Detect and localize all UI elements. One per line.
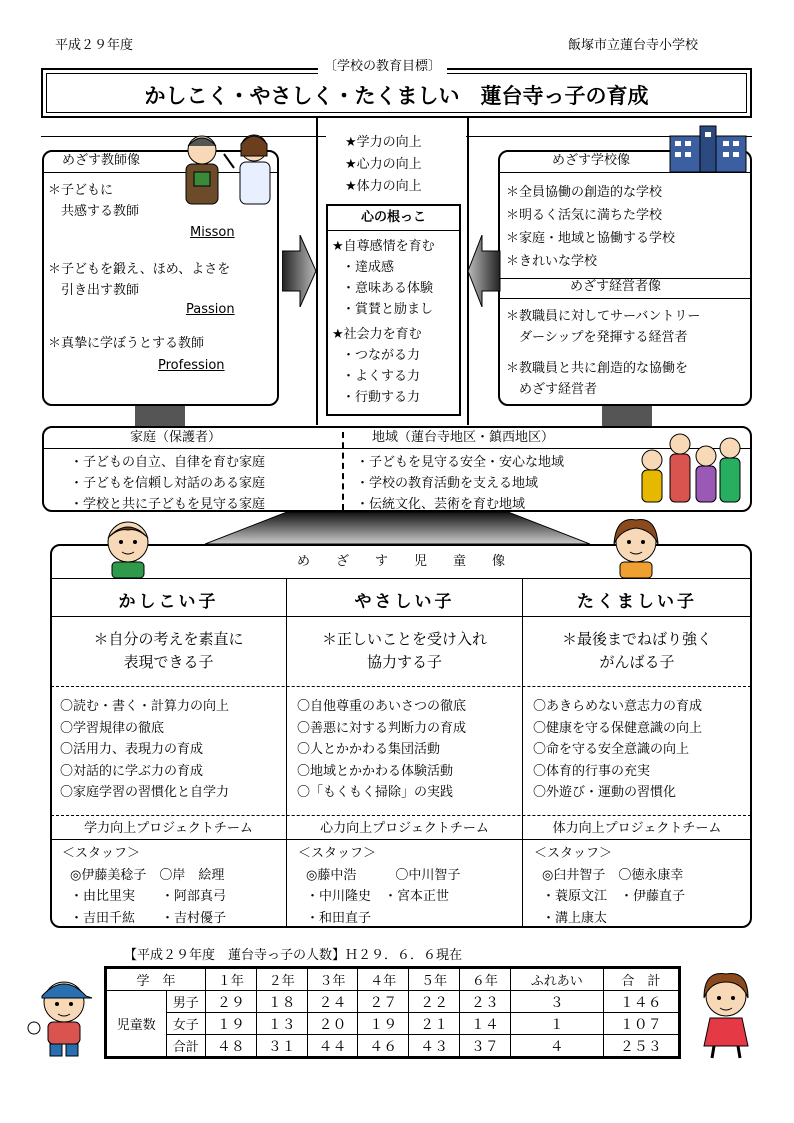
staff-line: ・吉田千紘 ・吉村優子 — [70, 910, 227, 926]
teacher-item — [48, 180, 139, 222]
funnel-shape — [205, 512, 590, 544]
count-label: 児童数 — [107, 991, 167, 1057]
manager-line: めざす経営者 — [506, 382, 598, 397]
home-title: 家庭（保護者） — [130, 430, 222, 445]
grade-cell: 合 計 — [603, 969, 678, 991]
row-label: 女子 — [166, 1013, 205, 1035]
grade-cell: ５年 — [409, 969, 460, 991]
column-item: 〇あきらめない意志力の育成 — [533, 699, 703, 714]
staff-line: ◎臼井智子 〇徳永康幸 — [542, 867, 684, 883]
table-row — [107, 991, 679, 1013]
home-item: ・子どもを信頼し対話のある家庭 — [70, 476, 266, 491]
school-title: めざす学校像 — [552, 153, 631, 168]
column-item: 〇対話的に学ぶ力の育成 — [60, 763, 204, 779]
counts-caption: 【平成２９年度 蓮台寺っ子の人数】Ｈ２９．６．６現在 — [124, 948, 463, 963]
region-item: ・学校の教育活動を支える地域 — [356, 476, 539, 491]
grade-cell: ３年 — [307, 969, 358, 991]
column-head: やさしい子 — [354, 592, 455, 612]
count-cell: １３ — [256, 1013, 307, 1035]
social-item: ・行動する力 — [342, 390, 421, 405]
column-item: 〇家庭学習の習慣化と自学力 — [60, 785, 230, 800]
count-cell: ３１ — [256, 1035, 307, 1057]
header-school: 飯塚市立蓮台寺小学校 — [568, 38, 699, 53]
column-item: 〇活用力、表現力の育成 — [60, 742, 204, 757]
self-item: ・意味ある体験 — [342, 281, 434, 296]
staff-label: ＜スタッフ＞ — [298, 846, 377, 861]
count-cell: １０７ — [603, 1013, 678, 1035]
staff-line: ・和田直子 — [306, 910, 372, 926]
teacher-line: ＊子どもに — [48, 183, 114, 198]
school-building-icon — [668, 124, 748, 174]
team-name: 体力向上プロジェクトチーム — [552, 821, 722, 836]
star-item: ★学力の向上 — [345, 135, 422, 150]
column-item: 〇自他尊重のあいさつの徹底 — [297, 699, 467, 714]
staff-line: ・由比里実 ・阿部真弓 — [70, 889, 227, 904]
column-motto — [51, 628, 286, 674]
count-cell: ３７ — [459, 1035, 510, 1057]
counts-table — [106, 968, 679, 1057]
column-items — [297, 696, 466, 804]
column-item: 〇外遊び・運動の習慣化 — [533, 785, 677, 800]
arrow-left-icon — [466, 235, 502, 307]
team-name: 心力向上プロジェクトチーム — [320, 821, 489, 836]
count-cell: １４６ — [603, 991, 678, 1013]
count-cell: ４４ — [307, 1035, 358, 1057]
teacher-title: めざす教師像 — [62, 153, 141, 168]
family-illustration — [632, 430, 748, 510]
teacher-tag: Misson — [190, 225, 235, 240]
teacher-tag: Passion — [186, 302, 235, 317]
count-cell: １４ — [459, 1013, 510, 1035]
staff-label: ＜スタッフ＞ — [534, 846, 613, 861]
home-item: ・子どもの自立、自律を育む家庭 — [70, 455, 266, 470]
self-item: ・達成感 — [342, 260, 395, 275]
column-item: 〇読む・書く・計算力の向上 — [60, 699, 230, 714]
motto-line: ＊正しいことを受け入れ — [321, 630, 487, 648]
column-item: 〇地域とかかわる体験活動 — [297, 763, 454, 779]
count-cell: ４ — [510, 1035, 603, 1057]
column-item: 〇善悪に対する判断力の育成 — [297, 720, 467, 736]
table-row — [107, 1035, 679, 1057]
motto-line: 表現できる子 — [123, 653, 214, 671]
self-item: ・賞賛と励まし — [342, 302, 434, 317]
school-item: ＊明るく活気に満ちた学校 — [506, 208, 663, 223]
count-cell: ４８ — [206, 1035, 257, 1057]
teacher-tag: Profession — [158, 358, 225, 373]
staff-line: ◎伊藤美稔子 〇岸 絵理 — [70, 867, 225, 883]
manager-line: ダーシップを発揮する経営者 — [506, 330, 688, 345]
column-item: 〇命を守る安全意識の向上 — [533, 742, 690, 757]
column-items — [60, 696, 229, 804]
teacher-line: 共感する教師 — [48, 204, 140, 219]
count-cell: ３ — [510, 991, 603, 1013]
motto-line: 協力する子 — [366, 653, 442, 671]
social-title: ★社会力を育む — [332, 327, 422, 342]
table-row — [107, 1013, 679, 1035]
count-cell: ２３ — [459, 991, 510, 1013]
arrow-right-icon — [282, 235, 318, 307]
school-list — [506, 181, 675, 273]
grade-cell: ４年 — [358, 969, 409, 991]
column-item: 〇「もくもく掃除」の実践 — [297, 785, 454, 800]
count-cell: ４６ — [358, 1035, 409, 1057]
grade-label: 学 年 — [107, 969, 206, 991]
home-list — [70, 452, 265, 515]
staff-line: ◎藤中浩 〇中川智子 — [306, 867, 461, 883]
column-head: たくましい子 — [577, 592, 697, 612]
social-item: ・よくする力 — [342, 369, 421, 384]
center-stars — [345, 132, 422, 198]
teacher-item — [48, 259, 230, 301]
count-cell: １ — [510, 1013, 603, 1035]
count-cell: １９ — [206, 1013, 257, 1035]
grade-cell: ふれあい — [510, 969, 603, 991]
star-item: ★体力の向上 — [345, 179, 422, 194]
goal-text: かしこく・やさしく・たくましい 蓮台寺っ子の育成 — [144, 84, 649, 108]
staff-line: ・中川隆史 ・宮本正世 — [306, 889, 450, 904]
column-item: 〇学習規律の徹底 — [60, 720, 165, 736]
self-esteem-list — [332, 236, 435, 408]
connector-post — [135, 406, 185, 426]
staff-line: ・蓑原文江 ・伊藤直子 — [542, 889, 686, 904]
count-cell: ２２ — [409, 991, 460, 1013]
motto-line: ＊自分の考えを素直に — [93, 630, 244, 648]
count-cell: １９ — [358, 1013, 409, 1035]
grade-cell: １年 — [206, 969, 257, 991]
region-item: ・子どもを見守る安全・安心な地域 — [356, 455, 565, 470]
social-item: ・つながる力 — [342, 348, 421, 363]
motto-line: ＊最後までねばり強く — [561, 630, 712, 648]
school-item: ＊家庭・地域と協働する学校 — [506, 231, 676, 246]
teacher-line: ＊真摯に学ぼうとする教師 — [48, 336, 205, 351]
motto-line: がんばる子 — [599, 653, 675, 671]
count-cell: ２５３ — [603, 1035, 678, 1057]
manager-title: めざす経営者像 — [570, 279, 662, 294]
header-year: 平成２９年度 — [55, 38, 134, 53]
grade-cell: ２年 — [256, 969, 307, 991]
girl-jumping-illustration — [688, 966, 764, 1062]
manager-line: ＊教職員に対してサーバントリー — [506, 309, 701, 324]
staff-list — [298, 843, 460, 929]
region-item: ・伝統文化、芸術を育む地域 — [356, 497, 526, 512]
column-item: 〇体育的行事の充実 — [533, 763, 651, 779]
teacher-line: ＊子どもを鍛え、ほめ、よさを — [48, 262, 231, 277]
staff-list — [534, 843, 685, 929]
staff-list — [62, 843, 226, 929]
kokoro-title: 心の根っこ — [360, 210, 426, 225]
teacher-line: 引き出す教師 — [48, 283, 140, 298]
region-list — [356, 452, 564, 515]
count-cell: １８ — [256, 991, 307, 1013]
count-cell: ２０ — [307, 1013, 358, 1035]
team-name: 学力向上プロジェクトチーム — [84, 821, 253, 836]
column-head: かしこい子 — [118, 592, 219, 612]
children-title: め ざ す 児 童 像 — [296, 554, 505, 569]
count-cell: ４３ — [409, 1035, 460, 1057]
self-title: ★自尊感情を育む — [332, 239, 435, 254]
count-cell: ２７ — [358, 991, 409, 1013]
manager-line: ＊教職員と共に創造的な協働を — [506, 361, 689, 376]
grade-cell: ６年 — [459, 969, 510, 991]
table-row — [107, 969, 679, 991]
manager-list — [506, 306, 700, 400]
row-label: 男子 — [166, 991, 205, 1013]
staff-line: ・溝上康太 — [542, 910, 608, 926]
connector-post — [602, 406, 652, 426]
region-title: 地域（蓮台寺地区・鎮西地区） — [372, 430, 555, 445]
count-cell: ２９ — [206, 991, 257, 1013]
column-item: 〇人とかかわる集団活動 — [297, 742, 441, 757]
counts-table-frame — [104, 966, 681, 1059]
row-label: 合計 — [166, 1035, 205, 1057]
column-items — [533, 696, 702, 804]
column-item: 〇健康を守る保健意識の向上 — [533, 720, 703, 736]
goal-label: 〔学校の教育目標〕 — [318, 59, 447, 75]
column-motto — [287, 628, 522, 674]
school-item: ＊きれいな学校 — [506, 254, 598, 269]
staff-label: ＜スタッフ＞ — [62, 846, 141, 861]
count-cell: ２４ — [307, 991, 358, 1013]
school-item: ＊全員協働の創造的な学校 — [506, 185, 663, 200]
home-item: ・学校と共に子どもを見守る家庭 — [70, 497, 266, 512]
star-item: ★心力の向上 — [345, 157, 422, 172]
girl-illustration — [606, 514, 666, 580]
boy-baseball-illustration — [26, 972, 100, 1060]
teachers-illustration — [172, 128, 284, 210]
column-motto — [523, 628, 751, 674]
count-cell: ２１ — [409, 1013, 460, 1035]
boy-illustration — [98, 516, 158, 580]
